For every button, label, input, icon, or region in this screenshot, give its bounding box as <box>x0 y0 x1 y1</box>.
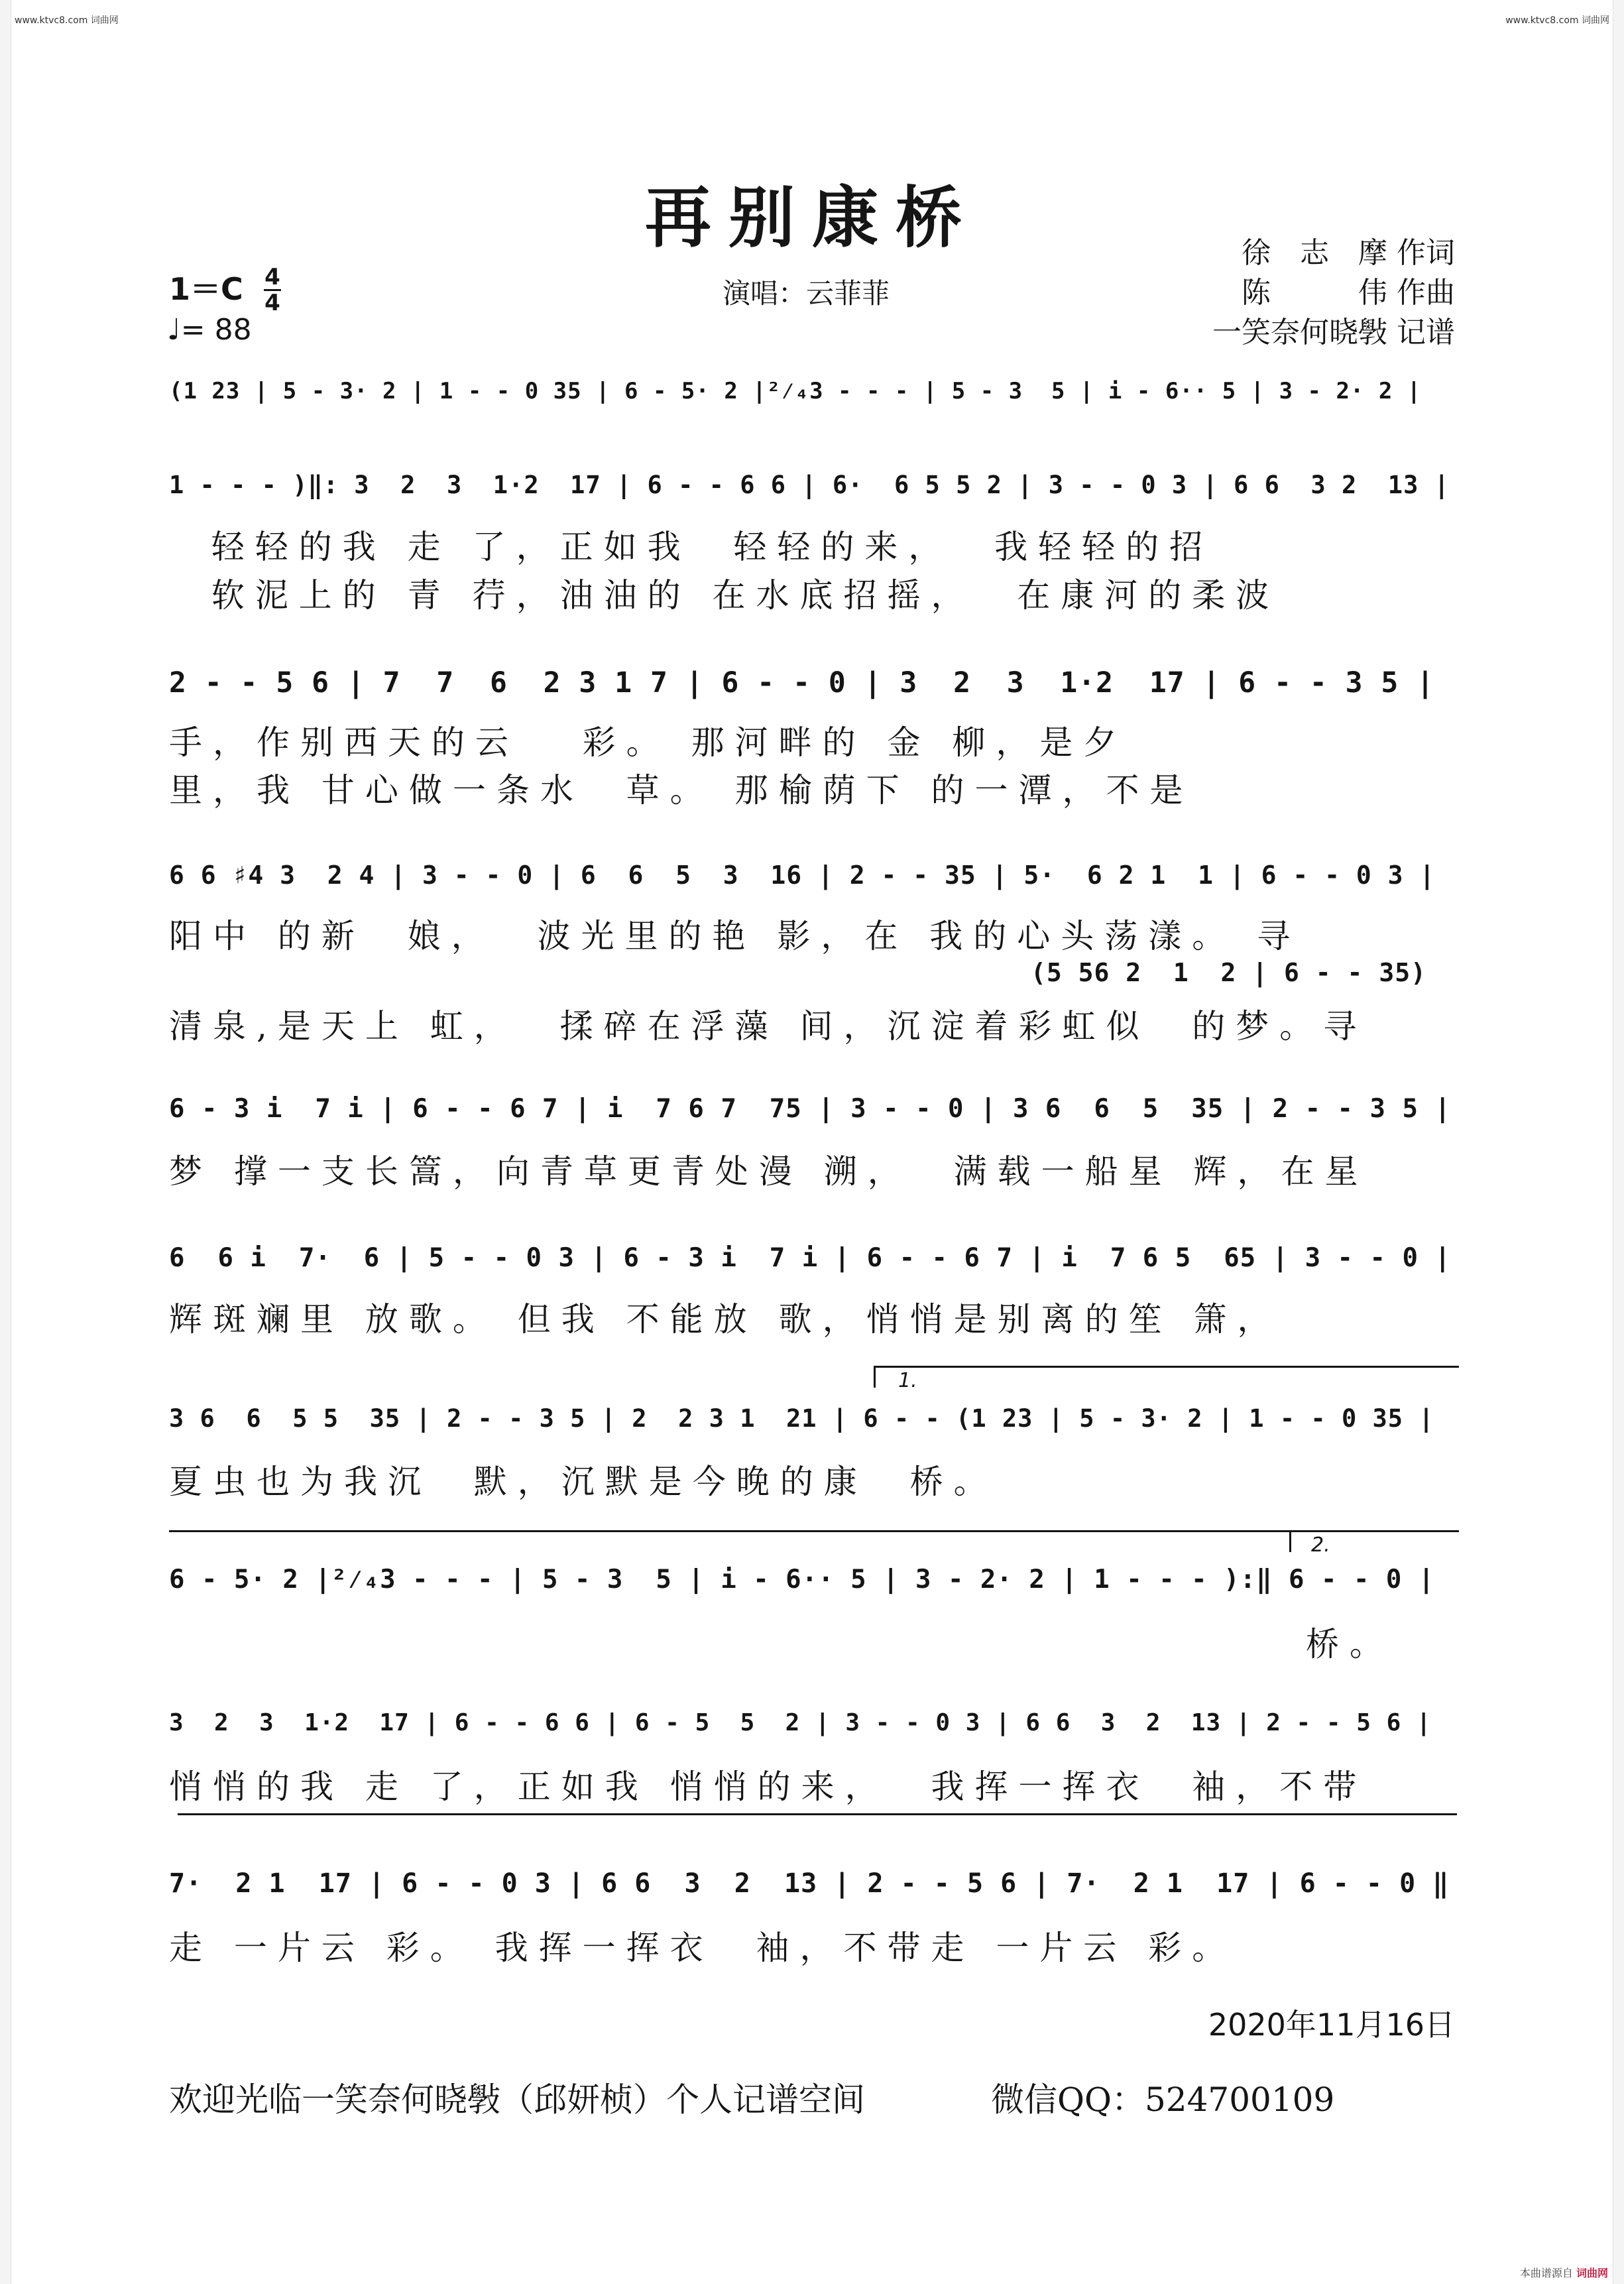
welcome-text: 欢迎光临一笑奈何晓斅（邱妍桢）个人记谱空间 <box>169 2080 865 2119</box>
lyricist-credit: 徐 志 摩 作词 <box>1242 236 1455 270</box>
left-margin-strip <box>0 0 11 2284</box>
transcriber-credit: 一笑奈何晓斅 记谱 <box>1212 316 1455 349</box>
meter-top: 4 <box>264 264 280 290</box>
tempo-marking: ♩= 88 <box>167 313 252 347</box>
site-watermark-left[interactable]: www.ktvc8.com 词曲网 <box>15 15 119 26</box>
site-watermark-right[interactable]: www.ktvc8.com 词曲网 <box>1505 15 1609 26</box>
score-line-1: (1 23 | 5 - 3· 2 | 1 - - 0 35 | 6 - 5· 2 |²⁄₄3 - - - | 5 - 3 5 | i - 6·· 5 | 3 - 2· 2 | <box>169 378 1422 404</box>
volta-number-1: 1. <box>898 1369 917 1392</box>
score-line-8: 3 6 6 5 5 35 | 2 - - 3 5 | 2 2 3 1 21 | 6 - - (1 23 | 5 - 3· 2 | 1 - - 0 35 | <box>169 1404 1434 1433</box>
transcription-date: 2020年11月16日 <box>1208 2007 1455 2043</box>
lyric-line-10: 悄悄的我 走 了，正如我 悄悄的来， 我挥一挥衣 袖，不带 <box>169 1768 1367 1806</box>
score-line-6: 6 - 3 i 7 i | 6 - - 6 7 | i 7 6 7 75 | 3 - - 0 | 3 6 6 5 35 | 2 - - 3 5 | <box>169 1094 1451 1124</box>
right-margin-strip <box>1613 0 1624 2284</box>
lyric-line-3b: 里，我 甘心做一条水 草。 那榆荫下 的一潭，不是 <box>169 771 1194 810</box>
score-line-11: 7· 2 1 17 | 6 - - 0 3 | 6 6 3 2 13 | 2 - - 5 6 | 7· 2 1 17 | 6 - - 0 ‖ <box>169 1868 1450 1899</box>
score-line-2: 1 - - - )‖: 3 2 3 1·2 17 | 6 - - 6 6 | 6· 6 5 5 2 | 3 - - 0 3 | 6 6 3 2 13 | <box>169 471 1450 499</box>
score-line-3: 2 - - 5 6 | 7 7 6 2 3 1 7 | 6 - - 0 | 3 2 3 1·2 17 | 6 - - 3 5 | <box>169 666 1435 699</box>
badge-brand: 词曲网 <box>1576 2267 1608 2279</box>
song-title: 再别康桥 <box>645 178 979 257</box>
lyric-line-3a: 手，作别西天的云 彩。 那河畔的 金 柳，是夕 <box>169 723 1128 762</box>
key-signature: 1＝C <box>169 271 243 307</box>
singer-credit: 演唱：云菲菲 <box>723 277 890 310</box>
volta-bracket-1 <box>874 1366 1459 1388</box>
coda-line <box>178 1813 1457 1835</box>
source-badge[interactable] <box>1520 2265 1608 2280</box>
lyric-line-8: 夏虫也为我沉 默，沉默是今晚的康 桥。 <box>169 1463 998 1501</box>
composer-credit: 陈 伟 作曲 <box>1242 276 1455 310</box>
lyric-line-4: 阳中 的新 娘， 波光里的艳 影，在 我的心头荡漾。 寻 <box>169 917 1301 955</box>
score-line-9: 6 - 5· 2 |²⁄₄3 - - - | 5 - 3 5 | i - 6·· 5 | 3 - 2· 2 | 1 - - - ):‖ 6 - - 0 | <box>169 1565 1435 1594</box>
lyric-line-5: 清泉,是天上 虹， 揉碎在浮藻 间，沉淀着彩虹似 的梦。寻 <box>169 1007 1367 1046</box>
time-signature <box>264 265 281 315</box>
volta-bracket-1-continued <box>169 1530 1289 1552</box>
score-line-4: 6 6 ♯4 3 2 4 | 3 - - 0 | 6 6 5 3 16 | 2 - - 35 | 5· 6 2 1 1 | 6 - - 0 3 | <box>169 861 1436 890</box>
lyric-line-7: 辉斑斓里 放歌。 但我 不能放 歌，悄悄是别离的笙 箫， <box>169 1300 1281 1339</box>
score-line-7: 6 6 i 7· 6 | 5 - - 0 3 | 6 - 3 i 7 i | 6 - - 6 7 | i 7 6 5 65 | 3 - - 0 | <box>169 1243 1451 1273</box>
volta-number-2: 2. <box>1311 1533 1330 1557</box>
lyric-line-6: 梦 撑一支长篙，向青草更青处漫 溯， 满载一船星 辉，在星 <box>169 1152 1369 1191</box>
interlude-line: (5 56 2 1 2 | 6 - - 35) <box>1031 958 1426 987</box>
lyric-line-2b: 软泥上的 青 荇，油油的 在水底招摇， 在康河的柔波 <box>169 576 1280 615</box>
badge-text: 本曲谱源自 <box>1519 2267 1573 2279</box>
meter-bottom: 4 <box>264 290 280 316</box>
lyric-line-9: 桥。 <box>1306 1625 1393 1663</box>
score-line-10: 3 2 3 1·2 17 | 6 - - 6 6 | 6 - 5 5 2 | 3 - - 0 3 | 6 6 3 2 13 | 2 - - 5 6 | <box>169 1709 1432 1736</box>
lyric-line-11: 走 一片云 彩。 我挥一挥衣 袖，不带走 一片云 彩。 <box>169 1929 1236 1967</box>
contact-text: 微信QQ：524700109 <box>991 2080 1335 2119</box>
lyric-line-2a: 轻轻的我 走 了，正如我 轻轻的来， 我轻轻的招 <box>169 528 1214 566</box>
